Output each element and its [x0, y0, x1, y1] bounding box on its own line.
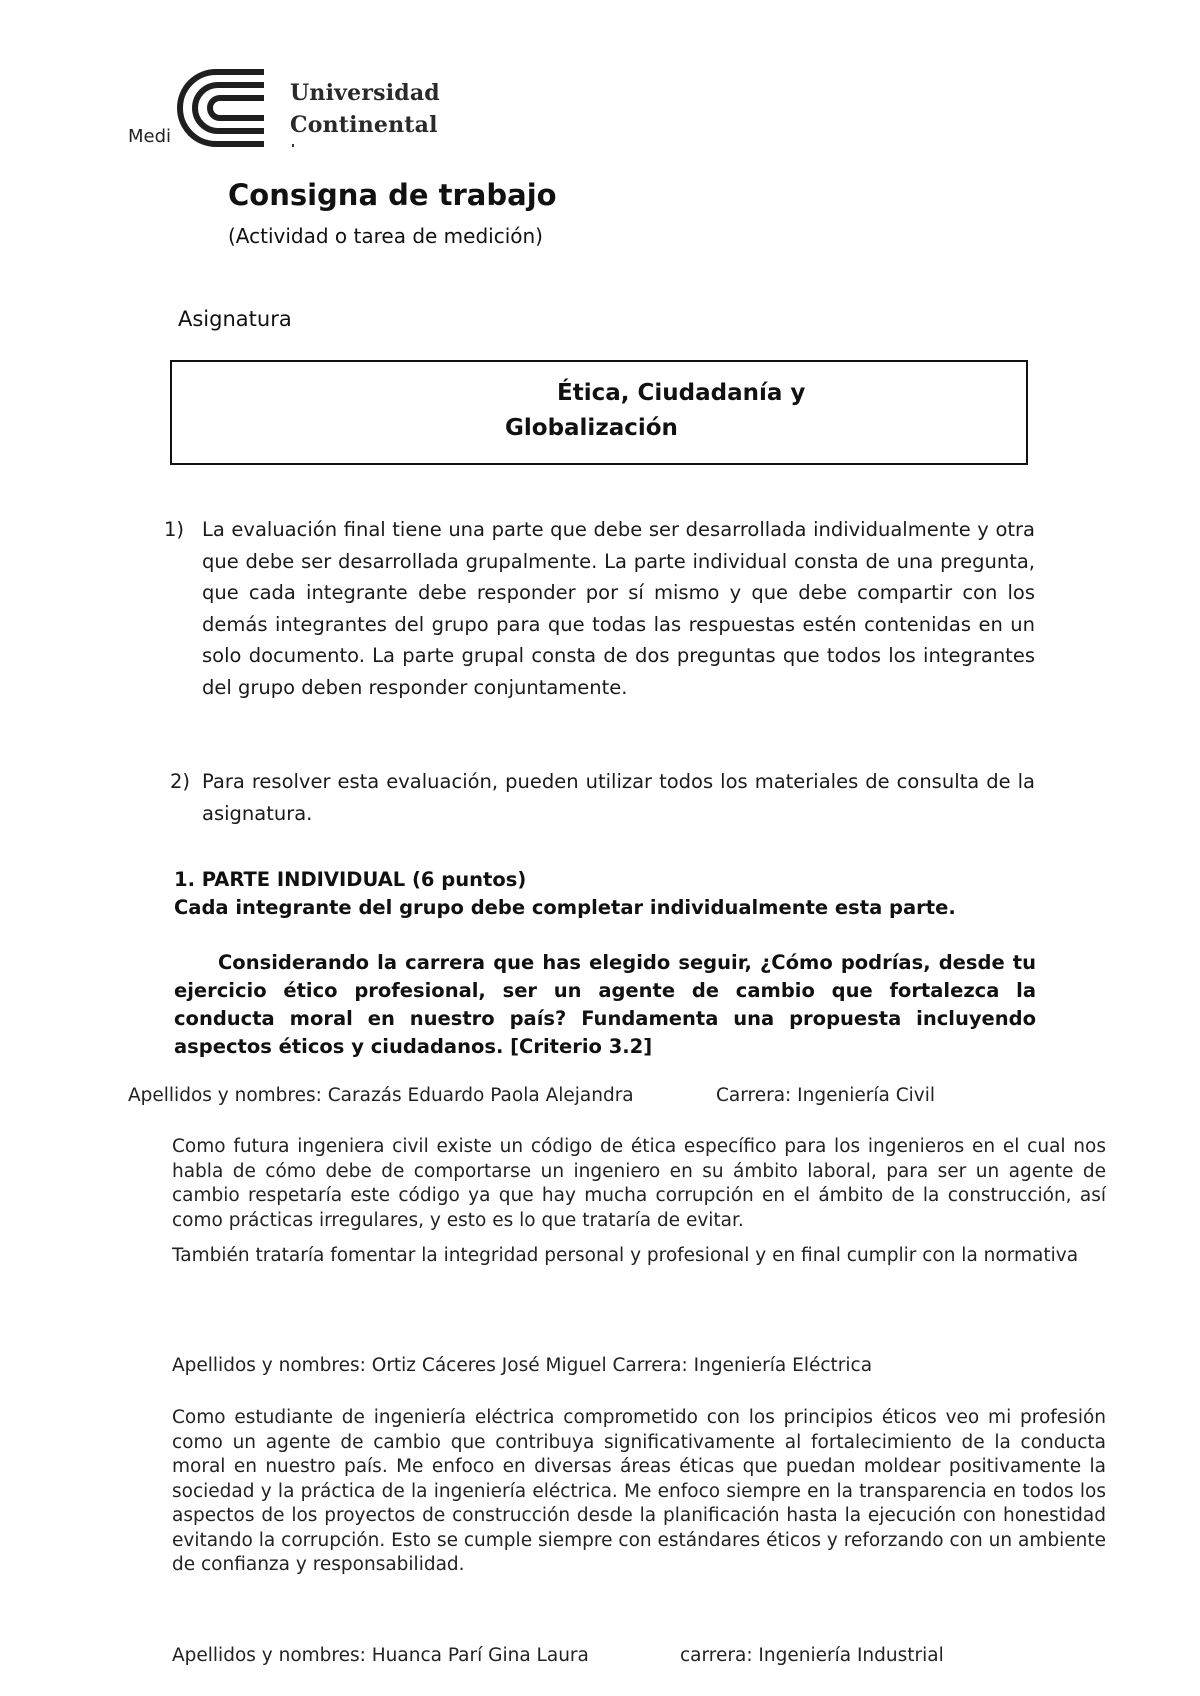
student-name-line: Apellidos y nombres: Ortiz Cáceres José Miguel Carrera: Ingeniería Eléctrica: [172, 1355, 873, 1376]
subject-label: Asignatura: [178, 307, 292, 331]
page-title: Consigna de trabajo: [228, 178, 557, 212]
course-box: [170, 360, 1028, 465]
student-name-line: Apellidos y nombres: Carazás Eduardo Paola Alejandra: [128, 1085, 634, 1106]
part-subheading: Cada integrante del grupo debe completar individualmente esta parte.: [174, 896, 956, 919]
student-answer-paragraph: Como futura ingeniera civil existe un código de ética específico para los ingenieros en el cual nos habla de cómo debe de comportarse un ingeniero en su ámbito laboral, para ser un agente de cambio respetaría este código ya que hay mucha corrupción en el ámbito de la construcción, así como prácticas irregulares, y esto es lo que trataría de evitar.: [172, 1136, 1106, 1231]
instruction-number: 1): [164, 518, 185, 541]
student-answer-paragraph: Como estudiante de ingeniería eléctrica comprometido con los principios éticos veo mi profesión como un agente de cambio que contribuya significativamente al fortalecimiento de la conducta moral en nuestro país. Me enfoco en diversas áreas éticas que puedan moldear positivamente la sociedad y la práctica de la ingeniería eléctrica. Me enfoco siempre en la transparencia en todos los aspectos de los proyectos de construcción desde la planificación hasta la ejecución con honestidad evitando la corrupción. Esto se cumple siempre con estándares éticos y reforzando con un ambiente de confianza y responsabilidad.: [172, 1407, 1106, 1575]
logo-text-line1: Universidad: [290, 80, 440, 106]
university-logo-icon: [172, 66, 272, 150]
course-name-line1: Ética, Ciudadanía y: [557, 380, 806, 406]
header-text-fragment: Medi: [128, 126, 172, 147]
logo-dot: [292, 144, 294, 147]
instruction-text: La evaluación final tiene una parte que debe ser desarrollada individualmente y otra que debe ser desarrollada grupalmente. La parte individual consta de una pregunta, que cada integrante debe responder por sí mismo y que debe compartir con los demás integrantes del grupo para que todas las respuestas estén contenidas en un solo documento. La parte grupal consta de dos preguntas que todos los integrantes del grupo deben responder conjuntamente.: [202, 518, 1035, 699]
course-name-line2: Globalización: [505, 415, 678, 441]
instruction-number: 2): [170, 770, 191, 793]
logo-text-line2: Continental: [290, 112, 438, 138]
student-career-line: carrera: Ingeniería Industrial: [680, 1645, 944, 1666]
page-subtitle: (Actividad o tarea de medición): [228, 224, 543, 248]
instruction-text: Para resolver esta evaluación, pueden utilizar todos los materiales de consulta de la asignatura.: [202, 770, 1035, 825]
question-text: Considerando la carrera que has elegido seguir, ¿Cómo podrías, desde tu ejercicio ético profesional, ser un agente de cambio que fortalezca la conducta moral en nuestro país? Fundamenta una propuesta incluyendo aspectos éticos y ciudadanos. [Criterio 3.2]: [174, 951, 1036, 1058]
part-heading: 1. PARTE INDIVIDUAL (6 puntos): [174, 868, 527, 891]
student-answer-paragraph: También trataría fomentar la integridad personal y profesional y en final cumplir con la normativa: [172, 1245, 1079, 1266]
student-career-line: Carrera: Ingeniería Civil: [716, 1085, 935, 1106]
student-name-line: Apellidos y nombres: Huanca Parí Gina Laura: [172, 1645, 589, 1666]
